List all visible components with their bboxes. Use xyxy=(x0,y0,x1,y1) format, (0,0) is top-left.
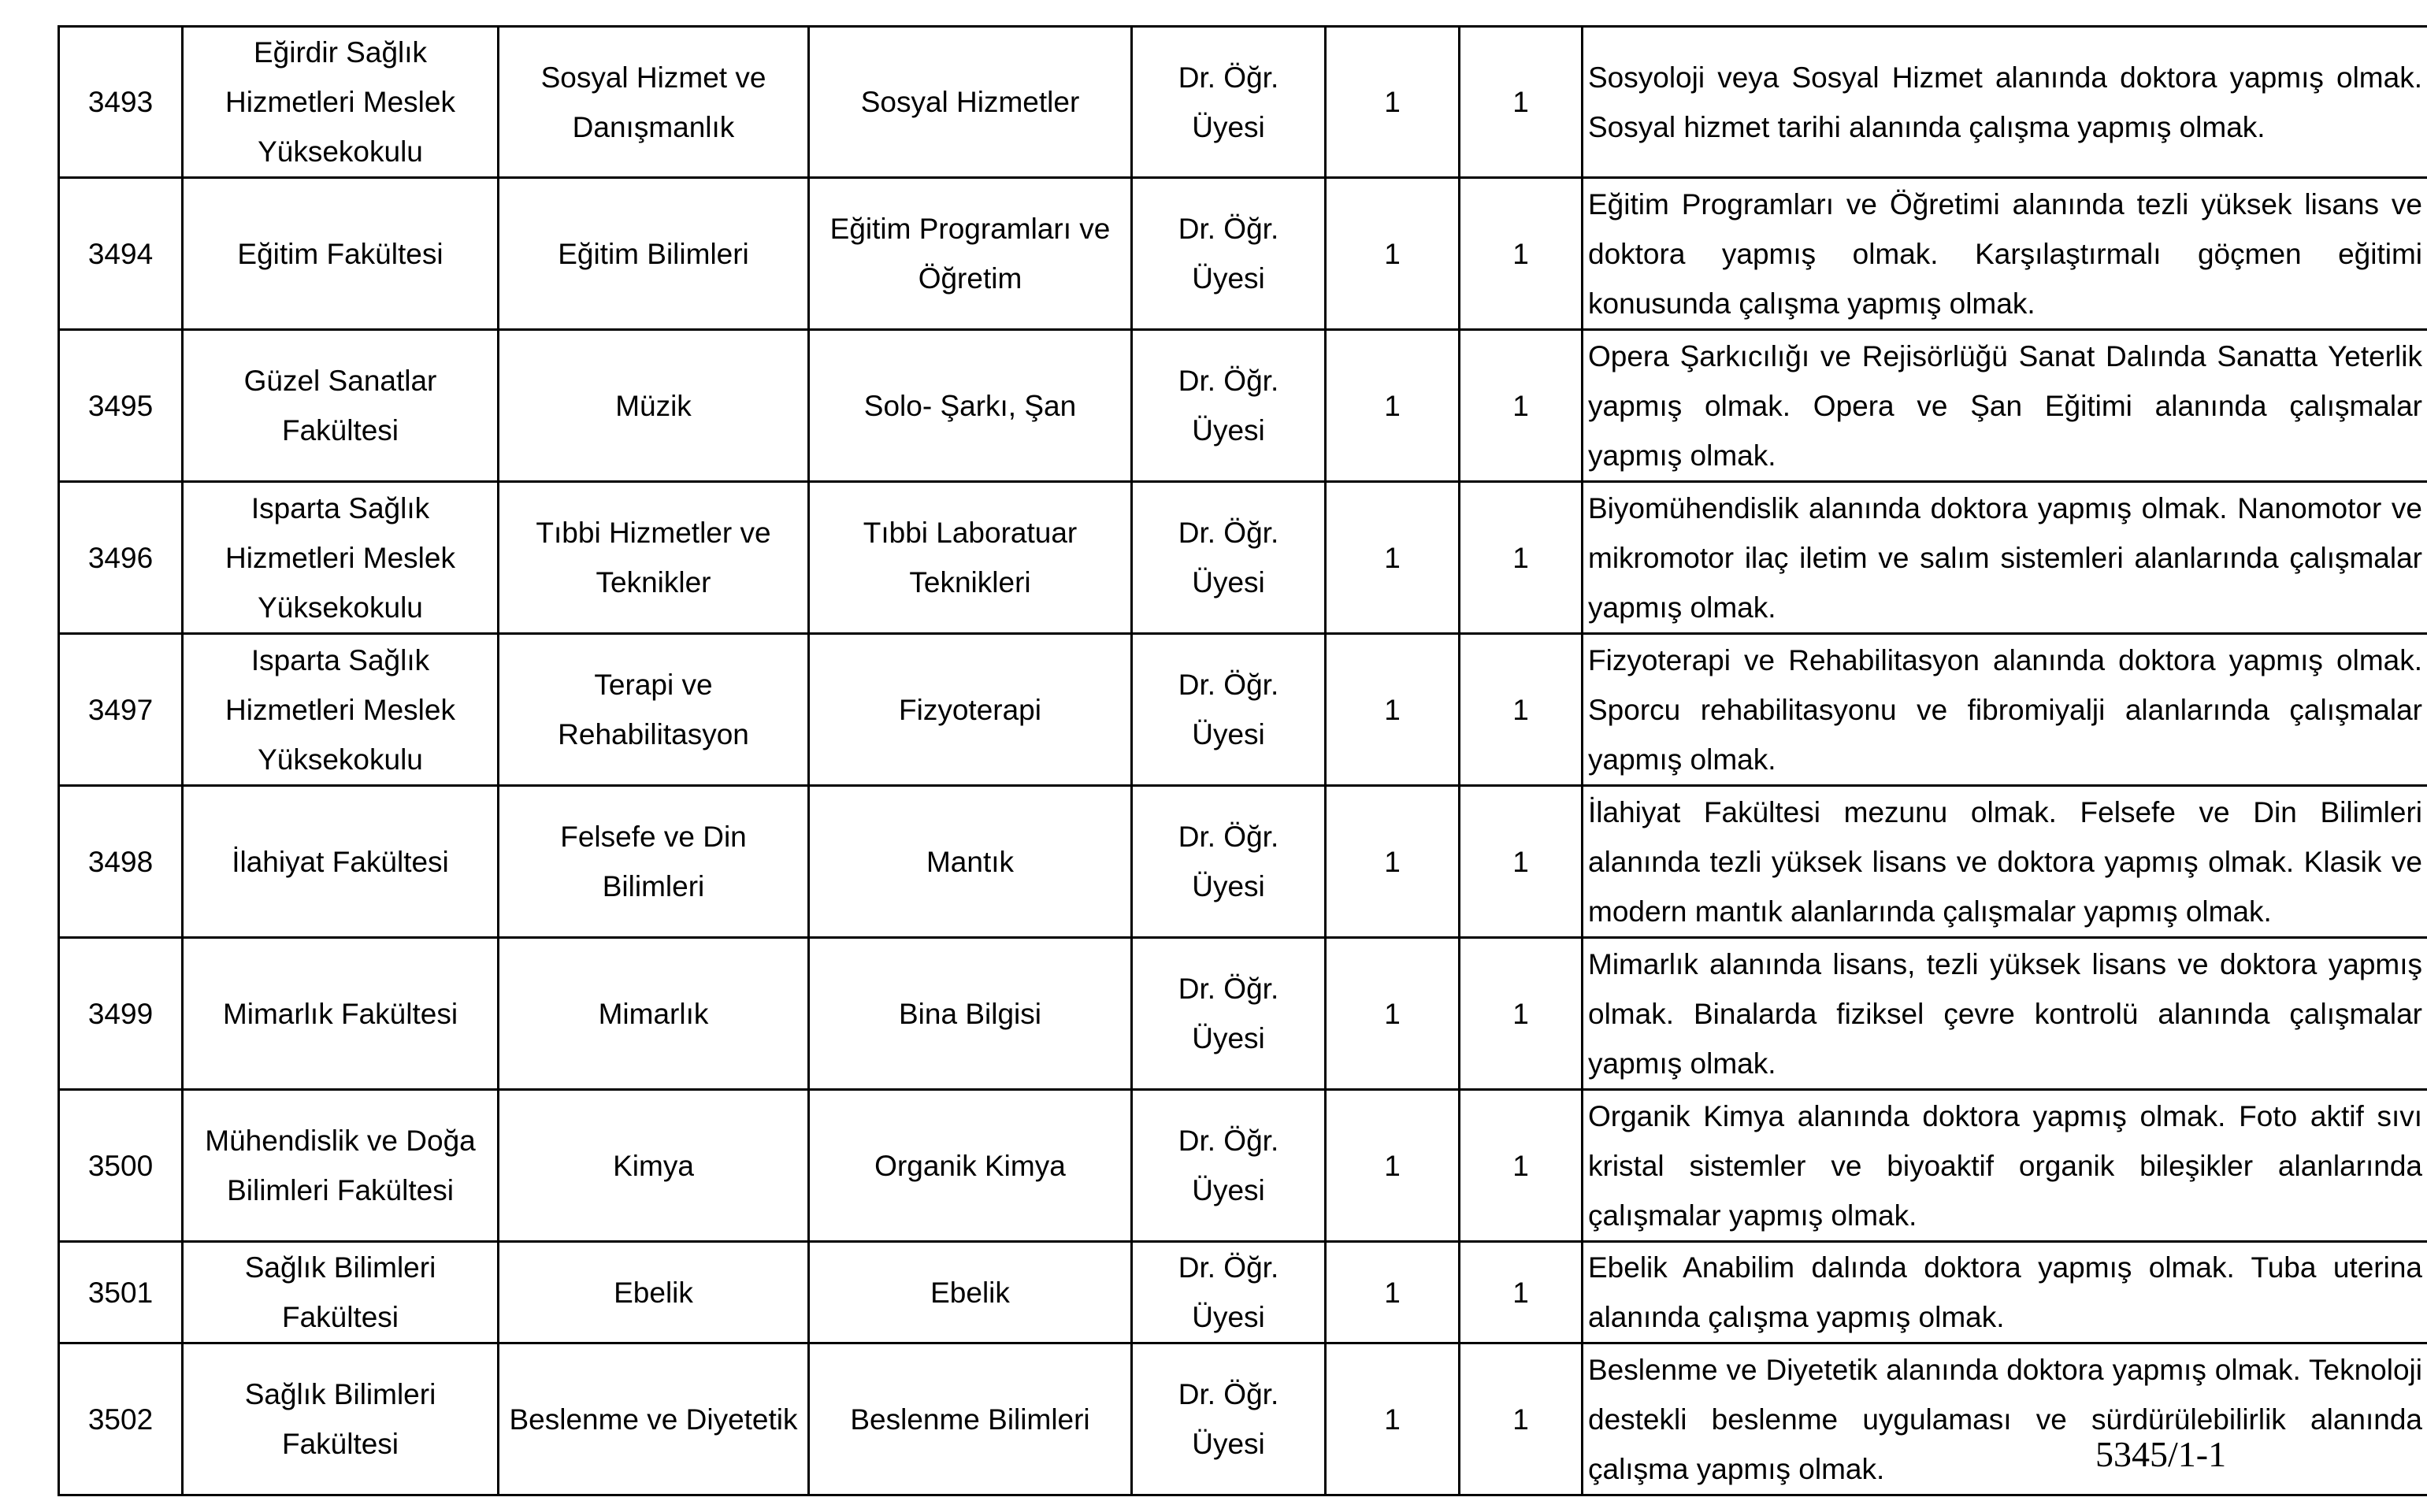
title-cell: Dr. Öğr. Üyesi xyxy=(1132,1242,1326,1343)
department-cell: Sosyal Hizmet ve Danışmanlık xyxy=(499,27,809,178)
unit-cell: İlahiyat Fakültesi xyxy=(183,786,499,938)
count-cell: 1 xyxy=(1460,27,1583,178)
unit-cell: Eğirdir Sağlık Hizmetleri Meslek Yüksekokulu xyxy=(183,27,499,178)
degree-count-cell: 1 xyxy=(1326,330,1460,482)
row-id-cell: 3502 xyxy=(59,1343,183,1495)
program-cell: Fizyoterapi xyxy=(809,634,1132,786)
program-cell: Eğitim Programları ve Öğretim xyxy=(809,178,1132,330)
department-cell: Ebelik xyxy=(499,1242,809,1343)
degree-count-cell: 1 xyxy=(1326,1343,1460,1495)
requirements-cell: Eğitim Programları ve Öğretimi alanında tezli yüksek lisans ve doktora yapmış olmak. Karşılaştırmalı göçmen eğitimi konusunda çalışma yapmış olmak. xyxy=(1583,178,2427,330)
row-id-cell: 3496 xyxy=(59,482,183,634)
row-id-cell: 3501 xyxy=(59,1242,183,1343)
degree-count-cell: 1 xyxy=(1326,786,1460,938)
requirements-cell: Mimarlık alanında lisans, tezli yüksek lisans ve doktora yapmış olmak. Binalarda fiziksel çevre kontrolü alanında çalışmalar yapmış olmak. xyxy=(1583,938,2427,1090)
table-row xyxy=(59,27,2427,178)
row-id-cell: 3499 xyxy=(59,938,183,1090)
table-row xyxy=(59,1343,2427,1495)
department-cell: Mimarlık xyxy=(499,938,809,1090)
program-cell: Sosyal Hizmetler xyxy=(809,27,1132,178)
title-cell: Dr. Öğr. Üyesi xyxy=(1132,1343,1326,1495)
title-cell: Dr. Öğr. Üyesi xyxy=(1132,27,1326,178)
unit-cell: Eğitim Fakültesi xyxy=(183,178,499,330)
department-cell: Tıbbi Hizmetler ve Teknikler xyxy=(499,482,809,634)
count-cell: 1 xyxy=(1460,938,1583,1090)
requirements-cell: İlahiyat Fakültesi mezunu olmak. Felsefe ve Din Bilimleri alanında tezli yüksek lisans ve doktora yapmış olmak. Klasik ve modern mantık alanlarında çalışmalar yapmış olmak. xyxy=(1583,786,2427,938)
program-cell: Solo- Şarkı, Şan xyxy=(809,330,1132,482)
program-cell: Beslenme Bilimleri xyxy=(809,1343,1132,1495)
count-cell: 1 xyxy=(1460,178,1583,330)
title-cell: Dr. Öğr. Üyesi xyxy=(1132,634,1326,786)
unit-cell: Sağlık Bilimleri Fakültesi xyxy=(183,1343,499,1495)
program-cell: Ebelik xyxy=(809,1242,1132,1343)
degree-count-cell: 1 xyxy=(1326,634,1460,786)
row-id-cell: 3498 xyxy=(59,786,183,938)
count-cell: 1 xyxy=(1460,330,1583,482)
requirements-cell: Organik Kimya alanında doktora yapmış olmak. Foto aktif sıvı kristal sistemler ve biyoaktif organik bileşikler alanlarında çalışmalar yapmış olmak. xyxy=(1583,1090,2427,1242)
count-cell: 1 xyxy=(1460,1343,1583,1495)
title-cell: Dr. Öğr. Üyesi xyxy=(1132,786,1326,938)
requirements-cell: Opera Şarkıcılığı ve Rejisörlüğü Sanat Dalında Sanatta Yeterlik yapmış olmak. Opera ve Şan Eğitimi alanında çalışmalar yapmış olmak. xyxy=(1583,330,2427,482)
degree-count-cell: 1 xyxy=(1326,178,1460,330)
table-row xyxy=(59,482,2427,634)
department-cell: Kimya xyxy=(499,1090,809,1242)
table-row xyxy=(59,1242,2427,1343)
count-cell: 1 xyxy=(1460,634,1583,786)
degree-count-cell: 1 xyxy=(1326,1090,1460,1242)
degree-count-cell: 1 xyxy=(1326,27,1460,178)
table-row xyxy=(59,938,2427,1090)
title-cell: Dr. Öğr. Üyesi xyxy=(1132,178,1326,330)
unit-cell: Isparta Sağlık Hizmetleri Meslek Yüksekokulu xyxy=(183,634,499,786)
table-row xyxy=(59,330,2427,482)
table-row xyxy=(59,178,2427,330)
department-cell: Beslenme ve Diyetetik xyxy=(499,1343,809,1495)
requirements-cell: Ebelik Anabilim dalında doktora yapmış olmak. Tuba uterina alanında çalışma yapmış olmak. xyxy=(1583,1242,2427,1343)
degree-count-cell: 1 xyxy=(1326,482,1460,634)
department-cell: Müzik xyxy=(499,330,809,482)
row-id-cell: 3495 xyxy=(59,330,183,482)
page-footer-code: 5345/1-1 xyxy=(2095,1434,2227,1474)
department-cell: Felsefe ve Din Bilimleri xyxy=(499,786,809,938)
program-cell: Mantık xyxy=(809,786,1132,938)
program-cell: Organik Kimya xyxy=(809,1090,1132,1242)
degree-count-cell: 1 xyxy=(1326,1242,1460,1343)
title-cell: Dr. Öğr. Üyesi xyxy=(1132,330,1326,482)
table-body xyxy=(59,27,2427,1495)
department-cell: Eğitim Bilimleri xyxy=(499,178,809,330)
row-id-cell: 3494 xyxy=(59,178,183,330)
title-cell: Dr. Öğr. Üyesi xyxy=(1132,482,1326,634)
count-cell: 1 xyxy=(1460,786,1583,938)
program-cell: Tıbbi Laboratuar Teknikleri xyxy=(809,482,1132,634)
row-id-cell: 3493 xyxy=(59,27,183,178)
requirements-cell: Fizyoterapi ve Rehabilitasyon alanında doktora yapmış olmak. Sporcu rehabilitasyonu ve fibromiyalji alanlarında çalışmalar yapmış olmak. xyxy=(1583,634,2427,786)
positions-table xyxy=(58,25,2427,1496)
unit-cell: Güzel Sanatlar Fakültesi xyxy=(183,330,499,482)
department-cell: Terapi ve Rehabilitasyon xyxy=(499,634,809,786)
requirements-cell: Beslenme ve Diyetetik alanında doktora yapmış olmak. Teknoloji destekli beslenme uygulaması ve sürdürülebilirlik alanında çalışma yapmış olmak. xyxy=(1583,1343,2427,1495)
requirements-cell: Biyomühendislik alanında doktora yapmış olmak. Nanomotor ve mikromotor ilaç iletim ve salım sistemleri alanlarında çalışmalar yapmış olmak. xyxy=(1583,482,2427,634)
degree-count-cell: 1 xyxy=(1326,938,1460,1090)
unit-cell: Mimarlık Fakültesi xyxy=(183,938,499,1090)
table-row xyxy=(59,786,2427,938)
unit-cell: Mühendislik ve Doğa Bilimleri Fakültesi xyxy=(183,1090,499,1242)
title-cell: Dr. Öğr. Üyesi xyxy=(1132,1090,1326,1242)
row-id-cell: 3500 xyxy=(59,1090,183,1242)
title-cell: Dr. Öğr. Üyesi xyxy=(1132,938,1326,1090)
unit-cell: Isparta Sağlık Hizmetleri Meslek Yüksekokulu xyxy=(183,482,499,634)
requirements-cell: Sosyoloji veya Sosyal Hizmet alanında doktora yapmış olmak. Sosyal hizmet tarihi alanında çalışma yapmış olmak. xyxy=(1583,27,2427,178)
unit-cell: Sağlık Bilimleri Fakültesi xyxy=(183,1242,499,1343)
program-cell: Bina Bilgisi xyxy=(809,938,1132,1090)
row-id-cell: 3497 xyxy=(59,634,183,786)
count-cell: 1 xyxy=(1460,1242,1583,1343)
table-row xyxy=(59,1090,2427,1242)
table-row xyxy=(59,634,2427,786)
count-cell: 1 xyxy=(1460,1090,1583,1242)
count-cell: 1 xyxy=(1460,482,1583,634)
